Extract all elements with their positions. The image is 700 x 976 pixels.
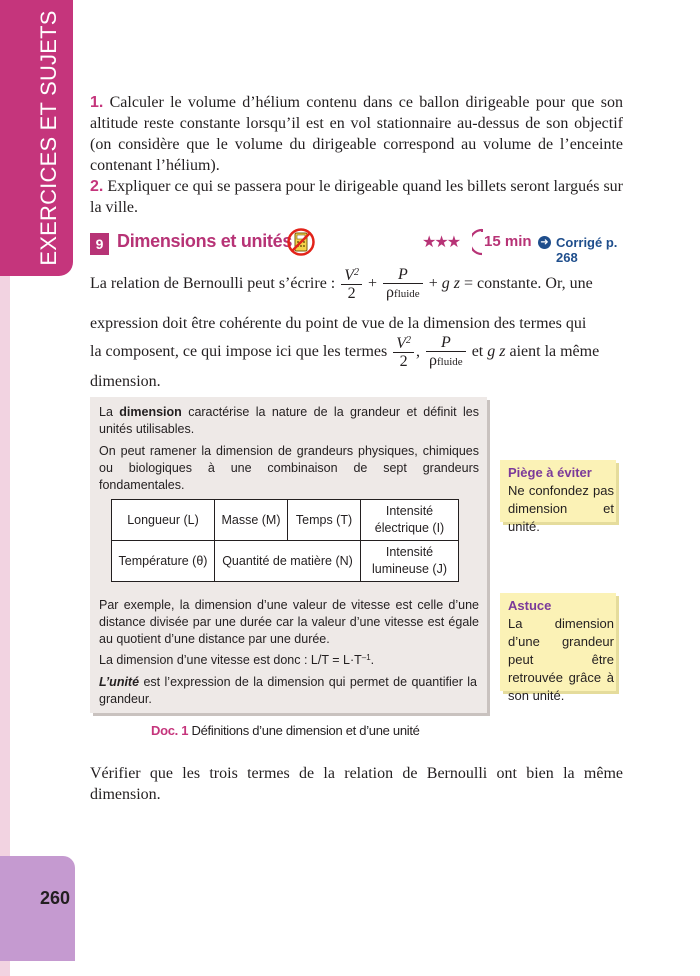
bernoulli-line-3 (90, 334, 623, 371)
var-p: P (397, 266, 408, 283)
astuce-note (500, 593, 616, 703)
doc-p5-post: est l’expression de la dimension qui permet de quantifier la grandeur. (99, 675, 477, 706)
arrow-right-icon: ➜ (538, 236, 551, 249)
question-2-number: 2. (90, 178, 104, 195)
denominator-2: 2 (341, 284, 362, 303)
corrige-link[interactable]: Corrigé p. 268 (556, 235, 618, 265)
intro-text-1: La relation de Bernoulli peut s’écrire : (90, 275, 336, 293)
rho-symbol: ρ (386, 284, 395, 301)
doc-p1-pre: La (99, 405, 120, 419)
question-1 (90, 92, 623, 176)
piege-title: Piège à éviter (508, 465, 592, 480)
rho-symbol-b: ρ (429, 352, 438, 369)
table-cell: Masse (M) (215, 500, 288, 541)
fluide-subscript: fluide (394, 288, 420, 300)
exercise-question: Vérifier que les trois termes de la relation de Bernoulli ont bien la même dimension. (90, 765, 623, 803)
exercise-title: Dimensions et unités (117, 231, 293, 251)
exercise-duration: 15 min (484, 233, 532, 250)
section-tab (0, 0, 73, 276)
fraction-p-over-rho-b (426, 334, 466, 371)
astuce-title: Astuce (508, 598, 552, 613)
doc-caption-text: Définitions d’une dimension et d’une unité (191, 723, 420, 738)
fraction-p-over-rho (383, 266, 423, 303)
fraction-v2-over-2-b (393, 335, 414, 371)
and-word: et (471, 343, 484, 361)
exercise-header (90, 230, 628, 265)
term-gz-b: g z (487, 343, 506, 361)
plus-sign: + (368, 275, 378, 293)
doc-p1-bold: dimension (119, 405, 182, 419)
question-2 (90, 176, 623, 218)
exercise-number: 9 (90, 233, 109, 255)
doc-caption-number: Doc. 1 (151, 723, 189, 738)
bernoulli-line-2: expression doit être cohérente du point de vue de la dimension des termes qui (90, 315, 587, 332)
doc-caption (151, 723, 420, 738)
doc-paragraph-vitesse (99, 652, 479, 669)
doc-paragraph-dimension (99, 404, 479, 438)
doc-p5-bold: L’unité (99, 675, 140, 689)
document-box (90, 397, 487, 713)
doc-paragraph-unite (99, 674, 477, 708)
fluide-subscript-b: fluide (437, 356, 463, 368)
doc-paragraph-example: Par exemple, la dimension d’une valeur de vitesse est celle d’une distance divisée par une durée car la valeur d’une vitesse est égale au quotient d’une distance par une durée. (99, 598, 479, 646)
dimension-table (111, 499, 459, 582)
no-calculator-icon (286, 227, 316, 257)
intro-text-3: la composent, ce qui impose ici que les termes (90, 343, 388, 361)
intro-text-2: = constante. Or, une (463, 275, 593, 293)
fraction-v2-over-2 (341, 267, 362, 303)
page-number: 260 (40, 888, 71, 908)
question-2-text: Expliquer ce qui se passera pour le dirigeable quand les billets seront largués sur la ville. (90, 178, 624, 216)
question-1-text: Calculer le volume d’hélium contenu dans ce ballon dirigeable pour que son altitude reste constante lorsqu’il est en vol stationnaire au-dessus de son objectif (on considère que le volume du dirigeable correspond au volume de l’enceinte contenant l’hélium). (90, 94, 624, 174)
var-v: V (344, 266, 355, 284)
term-gz: g z (441, 275, 460, 293)
doc-p1-post: caractérise la nature de la grandeur et définit les unités utilisables. (99, 405, 479, 436)
section-tab-label: EXERCICES ET SUJETS (36, 10, 61, 266)
square-exponent-b: 2 (406, 334, 412, 346)
intro-text-4: aient la même (509, 343, 600, 361)
plus-sign-2: + (428, 275, 438, 293)
piege-text: Ne confondez pas dimension et unité. (508, 483, 614, 534)
table-cell: Quantité de matière (N) (215, 541, 361, 582)
bernoulli-line-1 (90, 266, 623, 303)
table-cell: Temps (T) (288, 500, 361, 541)
doc-p4-post: . (370, 653, 375, 667)
table-row (112, 500, 459, 541)
var-p-b: P (440, 334, 451, 351)
var-v-b: V (396, 334, 407, 352)
comma: , (416, 343, 421, 361)
piege-note (500, 460, 616, 534)
table-cell: Intensité électrique (I) (361, 500, 459, 541)
table-row (112, 541, 459, 582)
table-cell: Longueur (L) (112, 500, 215, 541)
square-exponent: 2 (354, 266, 360, 278)
doc-paragraph-fundamental: On peut ramener la dimension de grandeurs physiques, chimiques ou biologiques à une combinaison de sept grandeurs fondamentales. (99, 444, 479, 492)
doc-p4-pre: La dimension d’une vitesse est donc : L/T = L·T (99, 653, 362, 667)
question-1-number: 1. (90, 94, 104, 111)
table-cell: Intensité lumineuse (J) (361, 541, 459, 582)
doc-p4-exponent: –1 (361, 653, 371, 662)
bernoulli-line-4: dimension. (90, 373, 161, 390)
denominator-2-b: 2 (393, 352, 414, 371)
table-cell: Température (θ) (112, 541, 215, 582)
astuce-text: La dimension d’une grandeur peut être retrouvée grâce à son unité. (508, 616, 614, 703)
difficulty-stars: ★★★ (422, 234, 460, 251)
